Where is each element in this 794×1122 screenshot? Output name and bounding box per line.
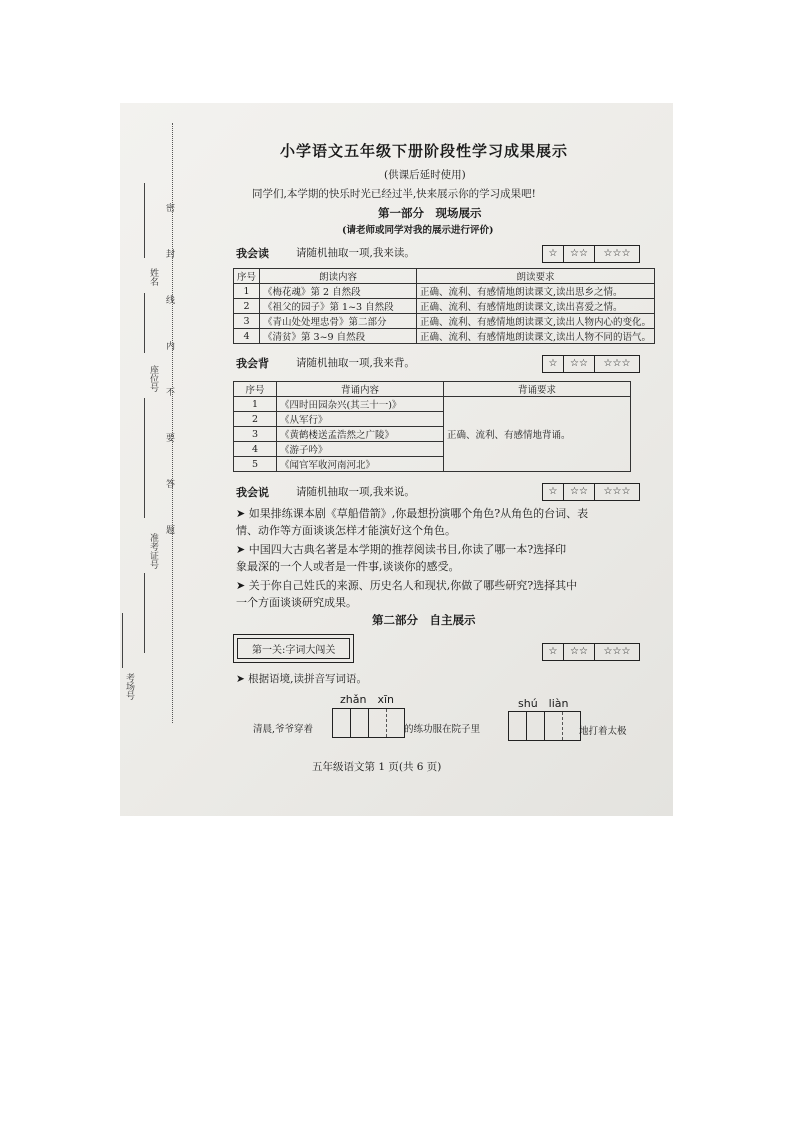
table-row — [234, 314, 655, 329]
speak-label: 我会说 — [236, 486, 269, 499]
scanned-exam-page — [120, 103, 673, 816]
recite-header-no: 序号 — [234, 382, 277, 397]
read-prompt: 请随机抽取一项,我来读。 — [296, 247, 415, 259]
two-star[interactable]: ☆☆ — [563, 356, 594, 372]
ticket-blank — [144, 573, 145, 653]
table-row — [234, 299, 655, 314]
one-star[interactable]: ☆ — [548, 646, 558, 657]
name-blank-2 — [144, 293, 145, 353]
speak-item-1-line1: 如果排练课本剧《草船借箭》,你最想扮演哪个角色?从角色的台词、表 — [248, 507, 589, 520]
read-row-content: 《清贫》第 3~9 自然段 — [260, 329, 417, 344]
page-footer: 五年级语文第 1 页(共 6 页) — [312, 761, 442, 773]
sentence-part-a: 清晨,爷爷穿着 — [253, 724, 314, 735]
read-row-req: 正确、流利、有感情地朗读课文,读出思乡之情。 — [417, 284, 655, 299]
speak-item-1-line2: 情、动作等方面谈谈怎样才能演好这个角色。 — [236, 524, 456, 537]
pinyin-1: zhǎn xīn — [340, 693, 394, 706]
recite-row-content: 《四时田园杂兴(其三十一)》 — [277, 397, 444, 412]
recite-row-content: 《游子吟》 — [277, 442, 444, 457]
speak-item-3-line1: 关于你自己姓氏的来源、历史名人和现状,你做了哪些研究?选择其中 — [248, 579, 578, 592]
read-header-req: 朗读要求 — [417, 269, 655, 284]
arrow-right-icon: ➤ — [236, 673, 249, 685]
seal-line-text: 密 封 线 内 不 要 答 题 — [164, 203, 174, 548]
recite-requirement: 正确、流利、有感情地背诵。 — [444, 397, 631, 472]
recite-row-no: 1 — [234, 397, 277, 412]
speak-star-rating[interactable] — [542, 483, 640, 501]
recite-row-content: 《黄鹤楼送孟浩然之广陵》 — [277, 427, 444, 442]
read-star-rating[interactable] — [542, 245, 640, 263]
speak-item-1 — [236, 505, 588, 539]
read-row-content: 《青山处处埋忠骨》第二部分 — [260, 314, 417, 329]
room-blank — [122, 613, 123, 668]
three-star[interactable]: ☆☆☆ — [594, 484, 639, 500]
speak-item-2 — [236, 541, 566, 575]
recite-row-content: 《闻官军收河南河北》 — [277, 457, 444, 472]
sentence-part-b: 的练功服在院子里 — [404, 724, 481, 735]
subtitle: (供课后延时使用) — [384, 169, 466, 181]
recite-row-content: 《从军行》 — [277, 412, 444, 427]
three-star[interactable]: ☆☆☆ — [594, 356, 639, 372]
recite-header-content: 背诵内容 — [277, 382, 444, 397]
one-star[interactable]: ☆ — [548, 486, 558, 497]
recite-prompt: 请随机抽取一项,我来背。 — [296, 357, 415, 369]
table-row — [234, 329, 655, 344]
seat-blank — [144, 398, 145, 518]
read-header-no: 序号 — [234, 269, 260, 284]
arrow-right-icon: ➤ — [236, 543, 249, 556]
name-label: 姓名 — [148, 268, 158, 286]
two-star[interactable]: ☆☆ — [563, 246, 594, 262]
speak-prompt: 请随机抽取一项,我来说。 — [296, 486, 415, 498]
two-star[interactable]: ☆☆ — [563, 484, 594, 500]
three-star[interactable]: ☆☆☆ — [594, 644, 639, 660]
recite-header-req: 背诵要求 — [444, 382, 631, 397]
recite-row-no: 2 — [234, 412, 277, 427]
read-row-no: 2 — [234, 299, 260, 314]
three-star[interactable]: ☆☆☆ — [594, 246, 639, 262]
read-label: 我会读 — [236, 247, 269, 260]
answer-grid-2[interactable] — [508, 711, 581, 741]
speak-item-2-line1: 中国四大古典名著是本学期的推荐阅读书目,你读了哪一本?选择印 — [248, 543, 567, 556]
read-row-req: 正确、流利、有感情地朗读课文,读出人物不同的语气。 — [417, 329, 655, 344]
arrow-right-icon: ➤ — [236, 507, 249, 520]
recite-row-no: 3 — [234, 427, 277, 442]
pinyin-2: shú liàn — [518, 697, 569, 710]
part1-note: (请老师或同学对我的展示进行评价) — [342, 225, 494, 236]
speak-item-3-line2: 一个方面谈谈研究成果。 — [236, 596, 357, 609]
speak-item-2-line2: 象最深的一个人或者是一件事,谈谈你的感受。 — [236, 560, 460, 573]
answer-grid-1[interactable] — [332, 708, 405, 738]
arrow-right-icon: ➤ — [236, 579, 249, 592]
recite-star-rating[interactable] — [542, 355, 640, 373]
read-row-no: 1 — [234, 284, 260, 299]
part1-heading: 第一部分 现场展示 — [378, 206, 482, 220]
page-title: 小学语文五年级下册阶段性学习成果展示 — [280, 142, 569, 160]
read-header-content: 朗读内容 — [260, 269, 417, 284]
table-row — [234, 397, 631, 412]
recite-label: 我会背 — [236, 357, 269, 370]
table-row — [234, 284, 655, 299]
level-title: 第一关:字词大闯关 — [237, 638, 350, 659]
level-star-rating[interactable] — [542, 643, 640, 661]
one-star[interactable]: ☆ — [548, 248, 558, 259]
read-row-no: 3 — [234, 314, 260, 329]
name-blank — [144, 183, 145, 258]
read-row-no: 4 — [234, 329, 260, 344]
read-row-req: 正确、流利、有感情地朗读课文,读出喜爱之情。 — [417, 299, 655, 314]
speak-item-3 — [236, 577, 577, 611]
read-row-content: 《梅花魂》第 2 自然段 — [260, 284, 417, 299]
pinyin-task-text: 根据语境,读拼音写词语。 — [248, 673, 367, 685]
pinyin-task — [236, 671, 367, 686]
recite-row-no: 5 — [234, 457, 277, 472]
read-row-content: 《祖父的园子》第 1~3 自然段 — [260, 299, 417, 314]
recite-table — [233, 381, 631, 472]
part2-heading: 第二部分 自主展示 — [372, 613, 476, 627]
one-star[interactable]: ☆ — [548, 358, 558, 369]
ticket-label: 准考证号 — [148, 533, 158, 569]
seat-label: 座位号 — [148, 365, 158, 392]
read-row-req: 正确、流利、有感情地朗读课文,读出人物内心的变化。 — [417, 314, 655, 329]
two-star[interactable]: ☆☆ — [563, 644, 594, 660]
sentence-part-c: 地打着太极 — [579, 726, 627, 737]
level-box — [233, 634, 354, 663]
intro-text: 同学们,本学期的快乐时光已经过半,快来展示你的学习成果吧! — [252, 188, 536, 200]
recite-row-no: 4 — [234, 442, 277, 457]
read-table — [233, 268, 655, 344]
room-label: 考场号 — [124, 673, 134, 700]
